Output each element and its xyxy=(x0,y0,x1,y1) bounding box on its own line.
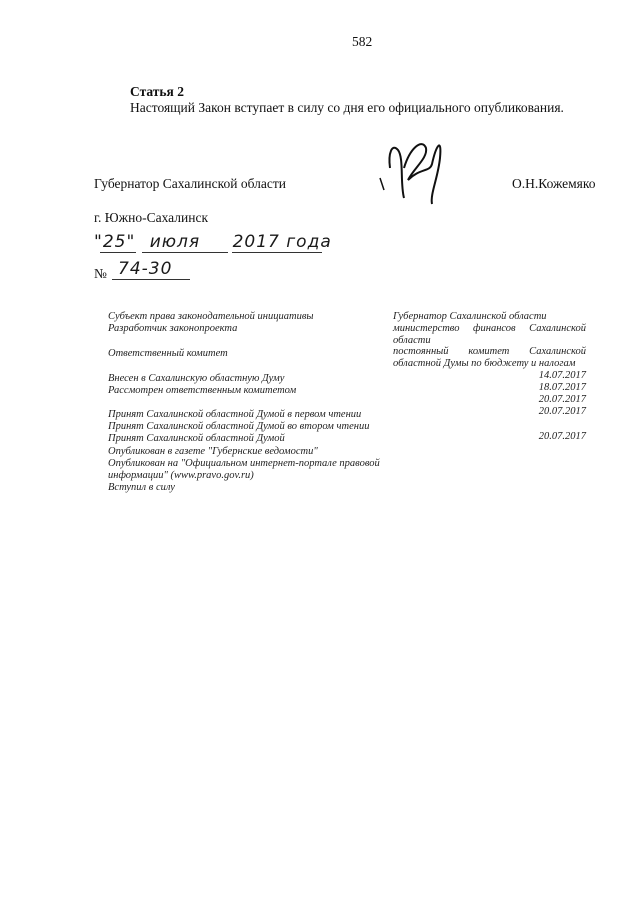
info-value: области xyxy=(393,335,431,346)
info-date: 20.07.2017 xyxy=(538,431,586,442)
number-value: 74-30 xyxy=(118,259,173,279)
info-date: 20.07.2017 xyxy=(538,394,586,405)
governor-name: О.Н.Кожемяко xyxy=(512,176,596,191)
info-label: Вступил в силу xyxy=(108,482,175,493)
info-value: постоянный комитет Сахалинской xyxy=(393,346,586,357)
info-label: Разработчик законопроекта xyxy=(108,323,238,334)
info-value: министерство финансов Сахалинской xyxy=(393,323,586,334)
number-label: № xyxy=(94,266,107,281)
date-year: 2017 года xyxy=(232,232,332,252)
article-text: Настоящий Закон вступает в силу со дня его официального опубликования. xyxy=(130,100,564,115)
info-value: областной Думы по бюджету и налогам xyxy=(393,358,576,369)
info-value: Губернатор Сахалинской области xyxy=(393,311,547,322)
governor-title: Губернатор Сахалинской области xyxy=(94,176,286,191)
info-label: Принят Сахалинской областной Думой в первом чтении xyxy=(108,409,362,420)
info-label: Принят Сахалинской областной Думой во втором чтении xyxy=(108,421,370,432)
date-day: 25 xyxy=(102,232,127,252)
date-handwritten xyxy=(94,232,332,252)
article-heading: Статья 2 xyxy=(130,84,184,99)
date-month: июля xyxy=(149,232,201,252)
info-date: 18.07.2017 xyxy=(538,382,586,393)
quote: " xyxy=(126,232,136,252)
info-label: Внесен в Сахалинскую областную Думу xyxy=(108,373,285,384)
info-label: Рассмотрен ответственным комитетом xyxy=(108,385,297,396)
info-date: 14.07.2017 xyxy=(538,370,586,381)
info-label: Принят Сахалинской областной Думой xyxy=(108,433,285,444)
info-date: 20.07.2017 xyxy=(538,406,586,417)
signature xyxy=(370,128,460,208)
page-number: 582 xyxy=(352,34,373,49)
info-label: информации" (www.pravo.gov.ru) xyxy=(108,470,254,481)
info-label: Ответственный комитет xyxy=(108,348,228,359)
info-label: Опубликован в газете "Губернские ведомости" xyxy=(108,446,318,457)
quote: " xyxy=(94,232,103,252)
city: г. Южно-Сахалинск xyxy=(94,210,209,225)
info-label: Опубликован на "Официальном интернет-портале правовой xyxy=(108,458,380,469)
info-label: Субъект права законодательной инициативы xyxy=(108,311,314,322)
